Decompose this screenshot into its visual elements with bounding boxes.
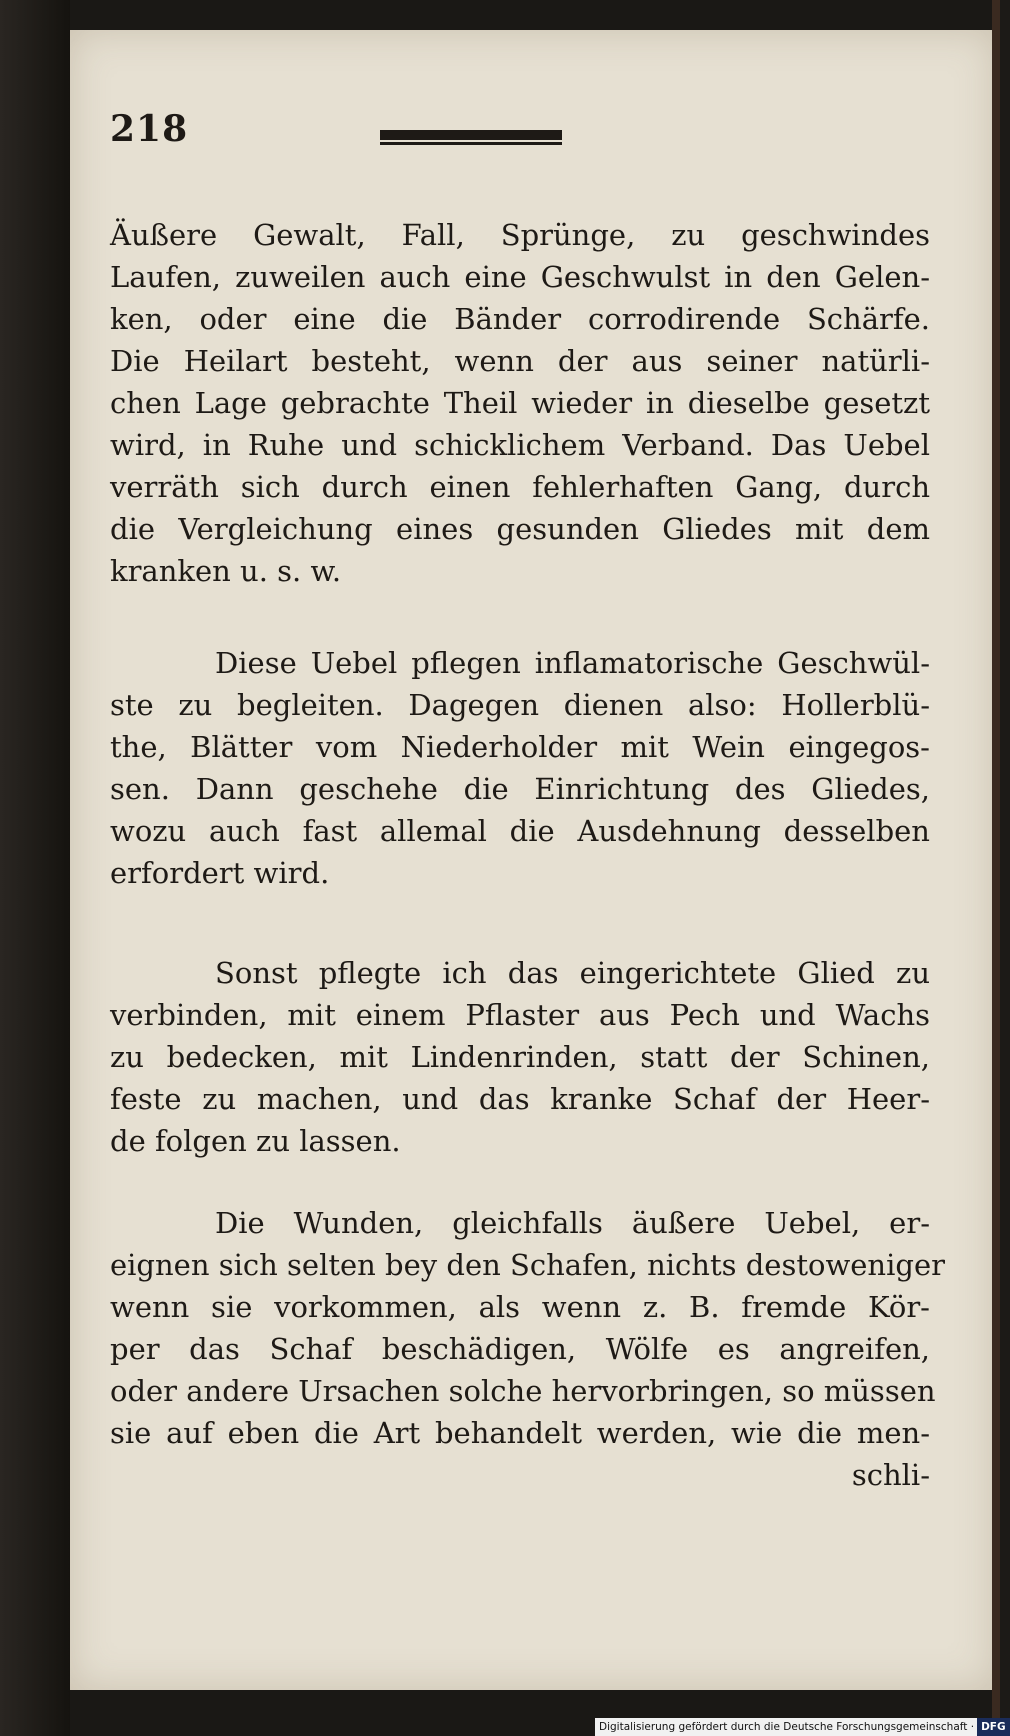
text-line: kranken u. s. w. <box>110 554 342 588</box>
text-line: oder andere Ursachen solche hervorbringen, so müssen <box>110 1374 936 1408</box>
text-line: die Vergleichung eines gesunden Gliedes mit dem <box>110 512 930 546</box>
text-line: sen. Dann geschehe die Einrichtung des Gliedes, <box>110 772 930 806</box>
text-line: chen Lage gebrachte Theil wieder in dieselbe gesetzt <box>110 386 930 420</box>
dfg-logo: DFG <box>977 1718 1010 1736</box>
text-line: per das Schaf beschädigen, Wölfe es angreifen, <box>110 1332 930 1366</box>
page-number: 218 <box>110 108 189 150</box>
paragraph-3 <box>110 952 930 1162</box>
text-line: Äußere Gewalt, Fall, Sprünge, zu geschwindes <box>110 218 930 252</box>
page-header <box>110 90 650 150</box>
digitization-footer <box>595 1718 1006 1736</box>
text-line: verbinden, mit einem Pflaster aus Pech und Wachs <box>110 998 930 1032</box>
paragraph-2 <box>110 642 930 894</box>
text-line: sie auf eben die Art behandelt werden, wie die men- <box>110 1416 930 1450</box>
paragraph-1 <box>110 214 930 592</box>
paragraph-4 <box>110 1202 945 1496</box>
text-line: Die Wunden, gleichfalls äußere Uebel, er- <box>215 1206 930 1240</box>
header-ornament-rule <box>380 130 562 140</box>
text-line: zu bedecken, mit Lindenrinden, statt der Schinen, <box>110 1040 930 1074</box>
text-line: wird, in Ruhe und schicklichem Verband. Das Uebel <box>110 428 930 462</box>
text-line: erfordert wird. <box>110 856 330 890</box>
text-line: eignen sich selten bey den Schafen, nichts destoweniger <box>110 1248 945 1282</box>
text-line: Diese Uebel pflegen inflamatorische Geschwül- <box>215 646 930 680</box>
text-line: wozu auch fast allemal die Ausdehnung desselben <box>110 814 930 848</box>
text-line: de folgen zu lassen. <box>110 1124 401 1158</box>
text-line: feste zu machen, und das kranke Schaf der Heer- <box>110 1082 930 1116</box>
text-line: verräth sich durch einen fehlerhaften Gang, durch <box>110 470 930 504</box>
funding-notice: Digitalisierung gefördert durch die Deutsche Forschungsgemeinschaft · <box>599 1721 975 1733</box>
text-line: Die Heilart besteht, wenn der aus seiner natürli- <box>110 344 930 378</box>
text-line: the, Blätter vom Niederholder mit Wein eingegos- <box>110 730 930 764</box>
text-line: wenn sie vorkommen, als wenn z. B. fremde Kör- <box>110 1290 930 1324</box>
book-cover-edge <box>992 0 1000 1736</box>
text-line: Laufen, zuweilen auch eine Geschwulst in den Gelen- <box>110 260 930 294</box>
book-binding-edge <box>0 0 70 1736</box>
catchword: schli- <box>851 1458 930 1492</box>
text-line: ste zu begleiten. Dagegen dienen also: Hollerblü- <box>110 688 930 722</box>
text-line: ken, oder eine die Bänder corrodirende Schärfe. <box>110 302 930 336</box>
text-line: Sonst pflegte ich das eingerichtete Glied zu <box>215 956 930 990</box>
